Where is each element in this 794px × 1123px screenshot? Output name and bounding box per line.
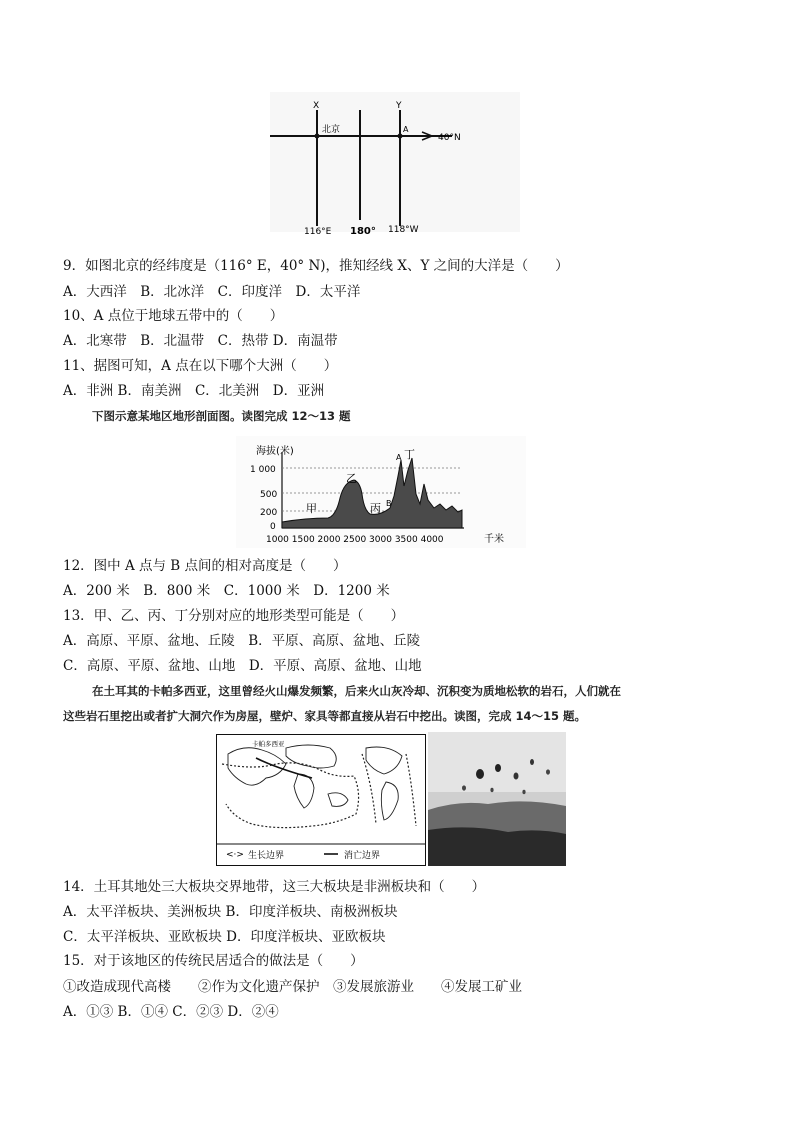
growth-boundary-legend: 生长边界 (248, 851, 285, 861)
question-10-stem: 10、A 点位于地球五带中的（ ） (63, 308, 284, 324)
diagram-background (270, 92, 520, 232)
label-yi: 乙 (346, 472, 357, 485)
label-jia: 甲 (306, 502, 317, 515)
cappadocia-intro-line-1: 在土耳其的卡帕多西亚，这里曾经火山爆发频繁，后来火山灰冷却、沉积变为质地松软的岩石，人们就在 (92, 684, 621, 698)
cappadocia-map-label: 卡帕多西亚 (252, 740, 285, 748)
plate-boundary-map (216, 734, 426, 866)
balloon-4 (530, 759, 534, 765)
y-tick-1000: 1 000 (250, 465, 276, 475)
y-tick-500: 500 (260, 490, 278, 500)
longitude-mid-label: 180° (350, 226, 376, 237)
question-12-options: A．200 米 B．800 米 C．1000 米 D．1200 米 (63, 583, 390, 599)
photo-town (428, 827, 566, 866)
growth-boundary-legend-symbol: <·> (226, 850, 244, 860)
subduction-boundary-legend: 消亡边界 (344, 851, 381, 861)
question-13-options-cd: C．高原、平原、盆地、山地 D．平原、高原、盆地、山地 (63, 658, 422, 674)
question-13-options-ab: A．高原、平原、盆地、丘陵 B．平原、高原、盆地、丘陵 (63, 633, 421, 649)
question-13-stem: 13．甲、乙、丙、丁分别对应的地形类型可能是（ ） (63, 608, 405, 624)
terrain-profile-chart (236, 436, 526, 548)
longitude-left-label: 116°E (304, 227, 332, 237)
question-9-options: A．大西洋 B．北冰洋 C．印度洋 D．太平洋 (63, 284, 361, 300)
y-tick-0: 0 (270, 522, 276, 532)
x-tick-labels: 1000 1500 2000 2500 3000 3500 4000 (266, 535, 444, 545)
question-10-options: A．北寒带 B．北温带 C．热带 D．南温带 (63, 333, 338, 349)
photo-upper-sky (428, 732, 566, 792)
label-a: A (396, 453, 402, 462)
question-12-stem: 12．图中 A 点与 B 点间的相对高度是（ ） (63, 558, 347, 574)
map-frame (217, 735, 426, 866)
latitude-label: 40°N (438, 133, 461, 143)
balloon-7 (490, 788, 493, 792)
y-tick-200: 200 (260, 508, 278, 518)
question-11-options: A．非洲 B．南美洲 C．北美洲 D．亚洲 (63, 383, 325, 399)
balloon-1 (476, 769, 484, 779)
lat-lon-diagram (262, 88, 532, 238)
question-14-stem: 14．土耳其地处三大板块交界地带，这三大板块是非洲板块和（ ） (63, 879, 486, 895)
question-11-stem: 11、据图可知，A 点在以下哪个大洲（ ） (63, 358, 338, 374)
profile-intro: 下图示意某地区地形剖面图。读图完成 12～13 题 (92, 409, 351, 423)
balloon-2 (495, 764, 501, 772)
question-15-choices: ①改造成现代高楼 ②作为文化遗产保护 ③发展旅游业 ④发展工矿业 (63, 979, 522, 995)
balloon-8 (522, 790, 525, 794)
cappadocia-balloon-photo (428, 732, 566, 866)
label-b: B (386, 499, 392, 508)
question-14-options-cd: C．太平洋板块、亚欧板块 D．印度洋板块、亚欧板块 (63, 929, 386, 945)
point-a (398, 134, 403, 139)
question-15-stem: 15．对于该地区的传统民居适合的做法是（ ） (63, 953, 364, 969)
question-15-options: A．①③ B．①④ C．②③ D．②④ (63, 1004, 279, 1020)
beijing-point (315, 134, 320, 139)
label-bing: 丙 (370, 502, 381, 515)
question-9-stem: 9．如图北京的经纬度是（116° E，40° N)，推知经线 X、Y 之间的大洋是（ ） (63, 258, 569, 274)
beijing-label: 北京 (322, 125, 341, 135)
meridian-y-label: Y (396, 101, 402, 111)
x-unit-label: 千米 (484, 534, 504, 545)
cappadocia-intro-line-2: 这些岩石里挖出或者扩大洞穴作为房屋，壁炉、家具等都直接从岩石中挖出。读图，完成 14～15 题。 (63, 709, 587, 723)
longitude-right-label: 118°W (388, 225, 419, 235)
balloon-3 (514, 773, 519, 780)
question-14-options-ab: A．太平洋板块、美洲板块 B．印度洋板块、南极洲板块 (63, 904, 398, 920)
balloon-5 (546, 769, 550, 774)
profile-y-axis-label: 海拔(米) (256, 446, 294, 457)
meridian-x-label: X (313, 101, 320, 111)
label-ding: 丁 (404, 448, 415, 461)
point-a-label: A (403, 125, 409, 134)
balloon-6 (462, 785, 466, 790)
